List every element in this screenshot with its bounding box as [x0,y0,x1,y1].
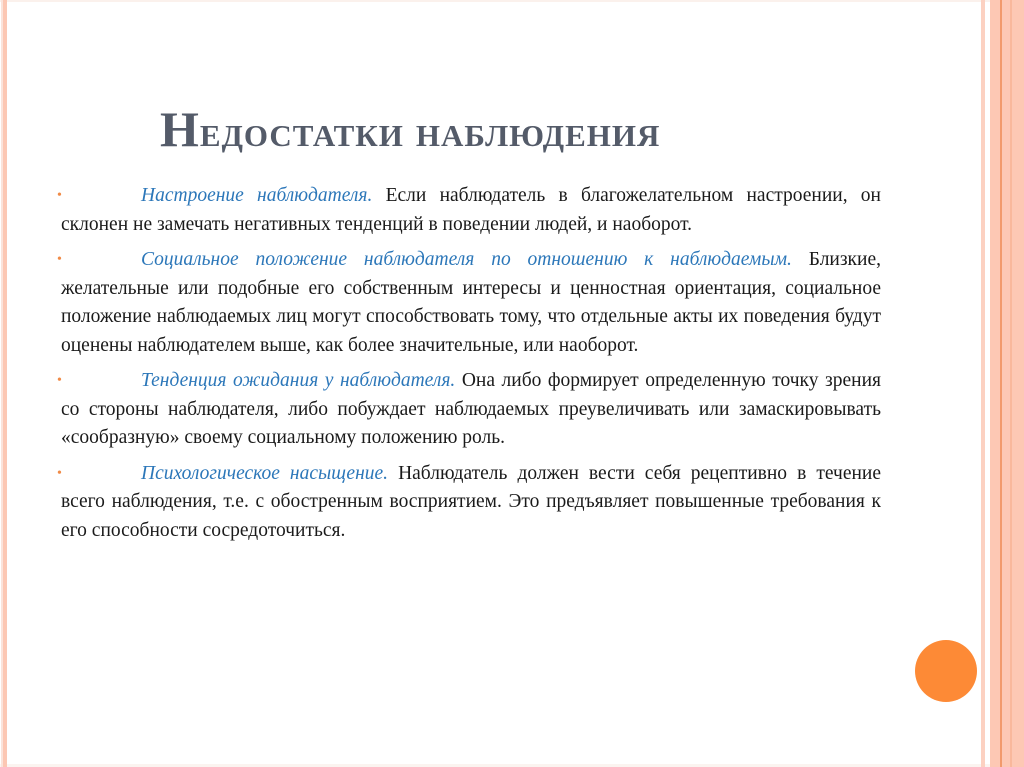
list-item [57,246,881,360]
frame-top-border [0,0,1024,2]
item-text: Она либо формирует определенную точку зрения со стороны наблюдателя, либо побуждает наблюдаемых преувеличивать или замаскировывать «сообразную» своему социальному положению роль. [61,370,881,448]
item-heading: Психологическое насыщение. [141,462,389,484]
right-stripe-band [990,0,1024,767]
item-text: Близкие, желательные или подобные его собственным интересы и ценностная ориентация, социальное положение наблюдаемых лиц могут способствовать тому, что отдельные акты их поведения будут оценены наблюдателем выше, как более значительные, или наоборот. [61,249,881,356]
list-item [57,460,881,546]
right-stripe-dark-line [1000,0,1002,767]
right-stripe-mid-line [1010,0,1012,767]
left-stripe [3,0,7,767]
item-heading: Тенденция ожидания у наблюдателя. [141,370,456,391]
item-heading: Настроение наблюдателя. [141,185,373,206]
decorative-orange-circle-icon [915,640,977,702]
bullet-icon: • [57,373,62,388]
right-stripe-thin [981,0,985,767]
bullet-list [57,182,881,552]
bullet-icon: • [57,188,62,203]
item-heading: Социальное положение наблюдателя по отношению к наблюдаемым. [141,249,792,270]
item-text: Если наблюдатель в благожелательном настроении, он склонен не замечать негативных тенденций в поведении людей, и наоборот. [61,185,881,235]
title-initial: Н [160,101,200,157]
item-text: Наблюдатель должен вести себя рецептивно в течение всего наблюдения, т.е. с обостренным восприятием. Это предъявляет повышенные требования к его способности сосредоточиться. [61,462,881,541]
title-rest: едостатки наблюдения [199,107,661,156]
bullet-icon: • [57,465,62,481]
bullet-icon: • [57,252,62,267]
list-item [57,367,881,453]
slide-title [160,100,800,158]
list-item [57,182,881,239]
